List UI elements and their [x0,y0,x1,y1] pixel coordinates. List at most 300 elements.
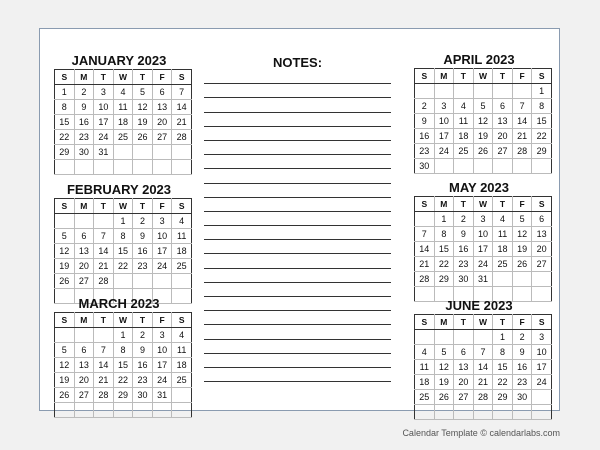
day-cell [493,405,513,420]
day-cell: 8 [493,345,513,360]
day-cell: 9 [415,114,435,129]
day-cell [152,160,172,175]
day-cell: 2 [133,328,153,343]
week-row [55,160,192,175]
weekday-label: S [172,313,192,328]
weekday-label: W [473,315,493,330]
day-cell: 18 [415,375,435,390]
day-cell: 5 [434,345,454,360]
day-cell: 28 [94,274,114,289]
day-cell [133,403,153,418]
day-cell: 11 [493,227,513,242]
weekday-label: S [172,199,192,214]
day-cell: 17 [532,360,552,375]
day-cell: 12 [55,358,75,373]
day-cell: 14 [172,100,192,115]
day-cell: 3 [434,99,454,114]
day-cell: 6 [74,343,94,358]
day-cell: 31 [94,145,114,160]
weekday-label: F [512,197,532,212]
weekday-label: T [133,199,153,214]
weekday-label: S [55,313,75,328]
day-cell: 5 [55,229,75,244]
day-cell [133,145,153,160]
day-cell [434,405,454,420]
day-cell: 8 [113,343,133,358]
day-cell: 10 [94,100,114,115]
day-cell: 15 [113,358,133,373]
month-grid [414,314,552,420]
day-cell: 6 [532,212,552,227]
day-cell: 27 [74,274,94,289]
weekday-label: S [55,199,75,214]
day-cell: 8 [434,227,454,242]
day-cell [94,403,114,418]
day-cell: 1 [55,85,75,100]
day-cell: 14 [415,242,435,257]
week-row [415,242,552,257]
day-cell: 5 [512,212,532,227]
week-row [55,145,192,160]
note-line [204,84,391,98]
day-cell: 17 [473,242,493,257]
day-cell: 28 [94,388,114,403]
notes-section [204,56,391,382]
weekday-label: T [94,313,114,328]
day-cell: 15 [55,115,75,130]
day-cell: 10 [532,345,552,360]
week-row [55,343,192,358]
day-cell [512,84,532,99]
day-cell: 11 [454,114,474,129]
weekday-label: S [415,315,435,330]
day-cell: 13 [532,227,552,242]
note-line [204,141,391,155]
day-cell: 20 [74,373,94,388]
day-cell: 1 [434,212,454,227]
weekday-label: S [532,69,552,84]
weekday-label: W [473,197,493,212]
day-cell: 22 [434,257,454,272]
month-title: MAY 2023 [449,180,509,195]
week-row [415,144,552,159]
week-row [415,129,552,144]
day-cell: 25 [415,390,435,405]
note-line [204,198,391,212]
day-cell [113,274,133,289]
day-cell: 19 [133,115,153,130]
weekday-label: T [94,70,114,85]
weekday-label: S [172,70,192,85]
day-cell: 13 [493,114,513,129]
day-cell: 15 [113,244,133,259]
day-cell: 7 [473,345,493,360]
weekday-label: T [493,315,513,330]
weekday-header-row [55,199,192,214]
day-cell: 25 [172,259,192,274]
day-cell: 21 [94,259,114,274]
day-cell: 30 [74,145,94,160]
month-grid [54,198,192,304]
day-cell: 6 [454,345,474,360]
day-cell: 30 [454,272,474,287]
day-cell [172,145,192,160]
day-cell: 14 [94,244,114,259]
day-cell [74,328,94,343]
calendar-sheet [39,28,560,411]
day-cell: 13 [454,360,474,375]
day-cell [152,145,172,160]
day-cell: 24 [473,257,493,272]
weekday-label: S [55,70,75,85]
day-cell: 8 [532,99,552,114]
weekday-label: T [493,197,513,212]
day-cell: 9 [133,343,153,358]
month-grid [414,68,552,174]
day-cell [133,274,153,289]
month-title: FEBRUARY 2023 [66,182,172,197]
weekday-label: W [113,70,133,85]
day-cell: 27 [152,130,172,145]
weekday-label: S [415,197,435,212]
weekday-header-row [55,313,192,328]
week-row [415,227,552,242]
weekday-label: T [94,199,114,214]
day-cell: 27 [493,144,513,159]
note-line [204,155,391,169]
day-cell: 6 [152,85,172,100]
month-calendar-february [54,182,187,304]
day-cell: 27 [532,257,552,272]
weekday-header-row [415,69,552,84]
day-cell: 29 [434,272,454,287]
day-cell: 23 [415,144,435,159]
week-row [55,85,192,100]
day-cell: 11 [172,229,192,244]
day-cell: 24 [152,373,172,388]
weekday-label: S [532,315,552,330]
note-line [204,254,391,268]
day-cell: 21 [415,257,435,272]
month-grid [414,196,552,302]
month-title: APRIL 2023 [443,52,515,67]
day-cell: 4 [172,328,192,343]
day-cell [172,403,192,418]
day-cell: 4 [493,212,513,227]
week-row [55,403,192,418]
day-cell: 21 [172,115,192,130]
week-row [55,130,192,145]
day-cell: 24 [532,375,552,390]
day-cell [493,159,513,174]
day-cell: 6 [493,99,513,114]
day-cell: 29 [113,388,133,403]
day-cell: 9 [454,227,474,242]
day-cell: 15 [532,114,552,129]
note-line [204,297,391,311]
note-line [204,283,391,297]
day-cell [55,328,75,343]
weekday-label: M [434,315,454,330]
day-cell: 28 [512,144,532,159]
day-cell: 27 [454,390,474,405]
day-cell: 14 [512,114,532,129]
week-row [55,274,192,289]
day-cell: 22 [55,130,75,145]
day-cell [94,214,114,229]
day-cell: 29 [55,145,75,160]
month-calendar-march [54,296,187,418]
day-cell: 2 [454,212,474,227]
day-cell [113,160,133,175]
note-line [204,212,391,226]
week-row [415,212,552,227]
day-cell: 25 [493,257,513,272]
day-cell: 16 [512,360,532,375]
month-title: JUNE 2023 [445,298,513,313]
day-cell [415,84,435,99]
weekday-label: F [512,69,532,84]
day-cell: 16 [454,242,474,257]
day-cell: 28 [172,130,192,145]
day-cell [532,272,552,287]
note-line [204,226,391,240]
note-line [204,340,391,354]
day-cell: 17 [434,129,454,144]
month-calendar-january [54,53,187,175]
day-cell: 24 [94,130,114,145]
day-cell [172,388,192,403]
day-cell: 26 [512,257,532,272]
day-cell: 10 [434,114,454,129]
week-row [415,99,552,114]
day-cell [415,405,435,420]
day-cell [473,159,493,174]
day-cell [172,160,192,175]
day-cell: 9 [512,345,532,360]
day-cell: 4 [415,345,435,360]
day-cell: 19 [434,375,454,390]
day-cell: 23 [133,373,153,388]
day-cell: 30 [512,390,532,405]
month-grid [54,312,192,418]
week-row [55,388,192,403]
day-cell: 4 [454,99,474,114]
day-cell: 11 [113,100,133,115]
day-cell: 21 [94,373,114,388]
day-cell: 26 [55,274,75,289]
day-cell: 5 [55,343,75,358]
month-calendar-june [414,298,547,420]
note-line [204,325,391,339]
day-cell [454,330,474,345]
day-cell: 28 [473,390,493,405]
day-cell: 26 [133,130,153,145]
day-cell: 1 [493,330,513,345]
week-row [415,405,552,420]
day-cell: 19 [55,259,75,274]
day-cell: 7 [94,343,114,358]
month-title: MARCH 2023 [78,296,160,311]
day-cell [493,272,513,287]
day-cell: 3 [473,212,493,227]
day-cell: 16 [133,244,153,259]
weekday-label: S [532,197,552,212]
note-line [204,184,391,198]
day-cell [454,405,474,420]
notes-lines [204,70,391,382]
day-cell: 16 [133,358,153,373]
day-cell: 1 [113,214,133,229]
day-cell: 8 [55,100,75,115]
day-cell: 7 [172,85,192,100]
weekday-label: F [152,70,172,85]
day-cell [532,390,552,405]
day-cell: 10 [473,227,493,242]
weekday-label: F [512,315,532,330]
weekday-header-row [55,70,192,85]
day-cell [415,330,435,345]
day-cell: 13 [74,244,94,259]
weekday-label: T [454,197,474,212]
day-cell: 16 [74,115,94,130]
day-cell: 26 [55,388,75,403]
weekday-label: T [454,69,474,84]
day-cell: 2 [415,99,435,114]
day-cell: 2 [512,330,532,345]
day-cell: 22 [113,373,133,388]
day-cell: 31 [473,272,493,287]
day-cell: 25 [113,130,133,145]
day-cell: 3 [94,85,114,100]
day-cell: 1 [532,84,552,99]
day-cell: 20 [493,129,513,144]
day-cell [172,274,192,289]
day-cell: 11 [172,343,192,358]
day-cell [152,274,172,289]
day-cell: 23 [512,375,532,390]
day-cell: 24 [434,144,454,159]
weekday-label: W [113,313,133,328]
day-cell: 25 [454,144,474,159]
day-cell: 1 [113,328,133,343]
day-cell [454,159,474,174]
day-cell: 20 [454,375,474,390]
day-cell [532,405,552,420]
day-cell: 29 [493,390,513,405]
day-cell [512,272,532,287]
note-line [204,368,391,382]
week-row [55,328,192,343]
day-cell: 18 [172,358,192,373]
day-cell: 10 [152,229,172,244]
day-cell [55,160,75,175]
day-cell: 23 [454,257,474,272]
day-cell: 2 [74,85,94,100]
weekday-label: T [133,70,153,85]
week-row [415,272,552,287]
weekday-label: M [74,199,94,214]
day-cell: 17 [94,115,114,130]
week-row [55,259,192,274]
week-row [55,358,192,373]
note-line [204,70,391,84]
note-line [204,169,391,183]
day-cell: 31 [152,388,172,403]
week-row [55,115,192,130]
day-cell [512,405,532,420]
week-row [415,114,552,129]
day-cell: 23 [74,130,94,145]
weekday-label: T [493,69,513,84]
month-calendar-may [414,180,547,302]
weekday-label: F [152,199,172,214]
day-cell: 26 [434,390,454,405]
weekday-label: S [415,69,435,84]
day-cell: 3 [152,328,172,343]
day-cell: 22 [532,129,552,144]
note-line [204,354,391,368]
weekday-label: W [473,69,493,84]
day-cell: 17 [152,244,172,259]
day-cell: 14 [94,358,114,373]
week-row [415,159,552,174]
weekday-label: T [133,313,153,328]
week-row [55,244,192,259]
day-cell [55,403,75,418]
day-cell: 27 [74,388,94,403]
day-cell: 13 [152,100,172,115]
day-cell [473,405,493,420]
day-cell [74,160,94,175]
day-cell: 5 [473,99,493,114]
day-cell: 19 [55,373,75,388]
note-line [204,113,391,127]
day-cell: 23 [133,259,153,274]
weekday-header-row [415,315,552,330]
weekday-label: M [434,69,454,84]
day-cell: 3 [532,330,552,345]
day-cell [473,330,493,345]
day-cell: 18 [454,129,474,144]
day-cell [434,84,454,99]
week-row [55,214,192,229]
day-cell [454,84,474,99]
day-cell: 18 [113,115,133,130]
day-cell: 18 [493,242,513,257]
day-cell [133,160,153,175]
weekday-label: M [434,197,454,212]
week-row [415,345,552,360]
day-cell: 28 [415,272,435,287]
day-cell [532,159,552,174]
weekday-label: F [152,313,172,328]
day-cell: 19 [512,242,532,257]
note-line [204,240,391,254]
day-cell: 12 [55,244,75,259]
day-cell [94,160,114,175]
week-row [415,330,552,345]
weekday-label: W [113,199,133,214]
day-cell: 2 [133,214,153,229]
day-cell: 22 [493,375,513,390]
week-row [415,360,552,375]
day-cell: 17 [152,358,172,373]
day-cell [473,84,493,99]
day-cell: 12 [434,360,454,375]
day-cell [74,214,94,229]
day-cell: 22 [113,259,133,274]
